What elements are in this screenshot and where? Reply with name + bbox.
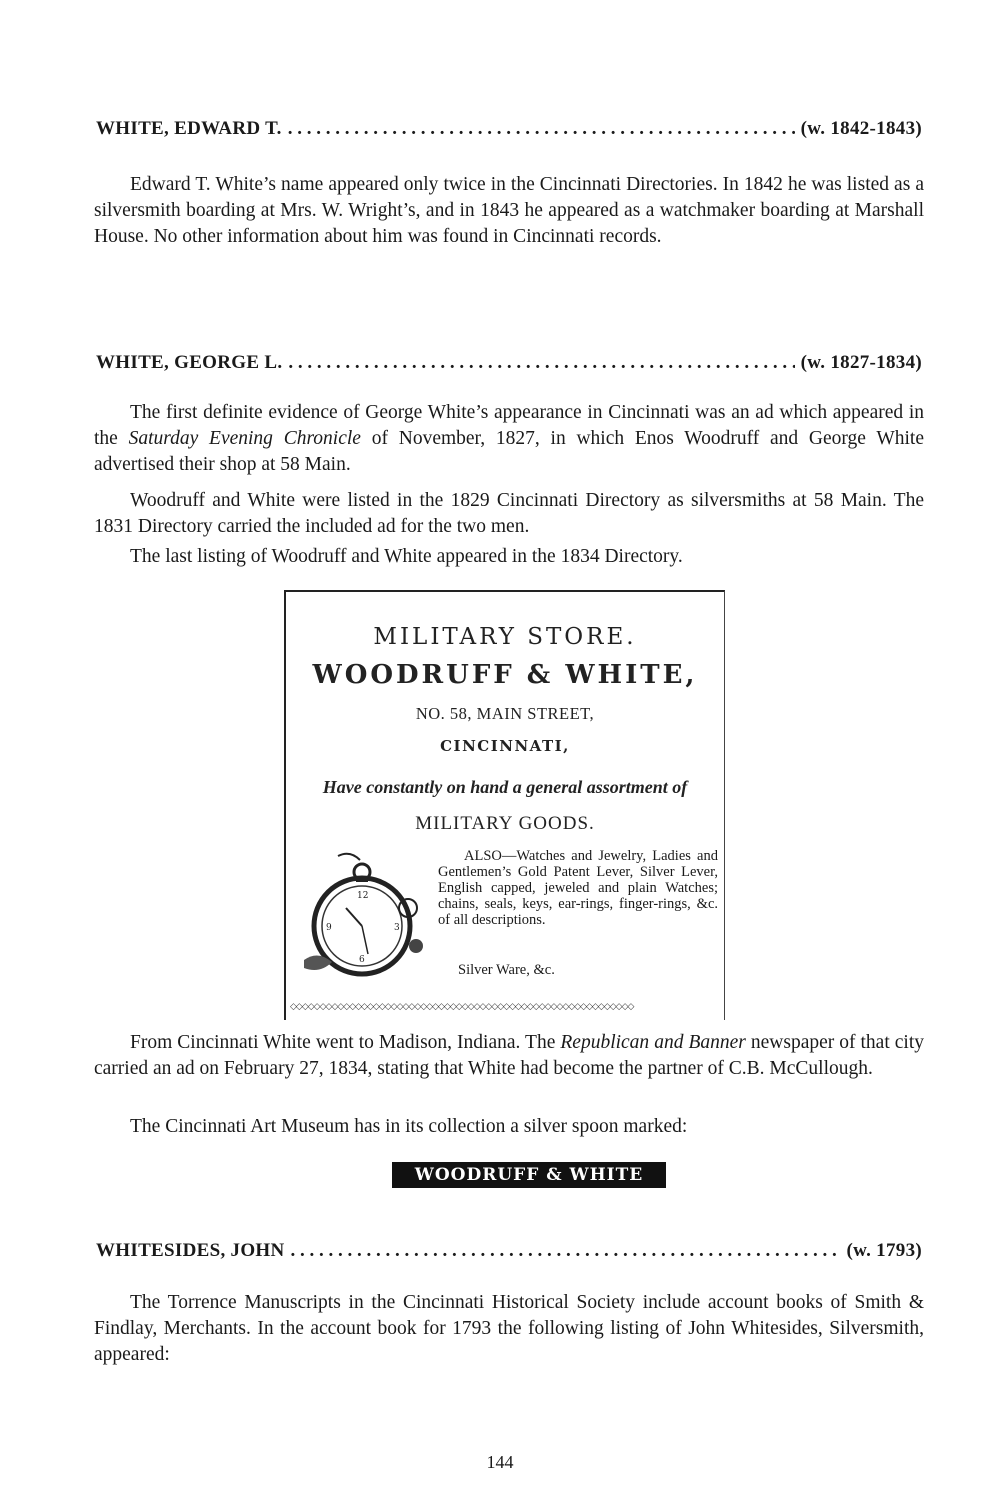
leader-dots <box>288 118 795 140</box>
entry-dates: (w. 1793) <box>846 1240 922 1261</box>
svg-text:3: 3 <box>394 923 400 933</box>
entry-paragraph <box>94 400 924 478</box>
entry-name: WHITE, EDWARD T. <box>96 118 282 139</box>
pocket-watch-icon <box>298 850 438 985</box>
ad-description: ALSO—Watches and Jewelry, Ladies and Gentlemen’s Gold Patent Lever, Silver Lever, English capped, jeweled and plain Watches; chains, seals, keys, ear-rings, finger-rings, &c. of all descriptions. <box>438 848 718 928</box>
entry-paragraph: Woodruff and White were listed in the 1829 Cincinnati Directory as silversmiths at 58 Main. The 1831 Directory carried the included ad for the two men. <box>94 490 924 537</box>
entry-heading-whitesides-john <box>96 1240 922 1262</box>
entry-paragraph <box>94 1030 924 1082</box>
leader-dots <box>288 352 794 374</box>
entry-paragraph: The Torrence Manuscripts in the Cincinnati Historical Society include account books of Smith & Findlay, Merchants. In the account book for 1793 the following listing of John Whitesides, Silversmith, appeared: <box>94 1292 924 1365</box>
ad-tagline: Have constantly on hand a general assortment of <box>322 777 688 797</box>
ad-heading: MILITARY STORE. <box>373 624 637 650</box>
entry-heading-white-george <box>96 352 922 374</box>
publication-title: Saturday Evening Chronicle <box>128 428 361 449</box>
ad-silver-ware: Silver Ware, &c. <box>458 962 555 978</box>
ornamental-border: ◇◇◇◇◇◇◇◇◇◇◇◇◇◇◇◇◇◇◇◇◇◇◇◇◇◇◇◇◇◇◇◇◇◇◇◇◇◇◇◇◇◇◇◇◇◇◇◇◇◇◇◇◇◇◇◇◇◇ <box>290 1002 634 1012</box>
ad-city: CINCINNATI, <box>440 737 570 755</box>
text-run: From Cincinnati White went to Madison, Indiana. The <box>130 1032 561 1053</box>
entry-name: WHITE, GEORGE L. <box>96 352 283 373</box>
page-number: 144 <box>486 1452 514 1472</box>
ad-goods: MILITARY GOODS. <box>415 813 595 834</box>
text-run: The first definite evidence of George White’s appearance in Cincinnati was an ad which appeared in the <box>94 402 924 449</box>
ad-firm-name: WOODRUFF & WHITE, <box>312 660 698 690</box>
publication-title: Republican and Banner <box>560 1032 746 1053</box>
leader-dots <box>291 1240 841 1262</box>
entry-dates: (w. 1842-1843) <box>800 118 922 139</box>
advertisement-image <box>284 590 725 1020</box>
text-run: of November, 1827, in which Enos Woodruff and George White advertised their shop at 58 Main. <box>94 428 925 475</box>
svg-text:12: 12 <box>357 891 369 901</box>
text-run: newspaper of that city carried an ad on February 27, 1834, stating that White had become the partner of C.B. McCullough. <box>94 1032 924 1079</box>
ad-address: NO. 58, MAIN STREET, <box>415 704 595 723</box>
svg-text:6: 6 <box>359 955 365 965</box>
entry-heading-white-edward <box>96 118 922 140</box>
svg-text:9: 9 <box>326 923 332 933</box>
entry-paragraph: The Cincinnati Art Museum has in its collection a silver spoon marked: <box>130 1116 688 1137</box>
entry-paragraph: Edward T. White’s name appeared only twice in the Cincinnati Directories. In 1842 he was listed as a silversmith boarding at Mrs. W. Wright’s, and in 1843 he appeared as a watchmaker boarding at Marshall House. No other information about him was found in Cincinnati records. <box>94 174 924 247</box>
entry-paragraph: The last listing of Woodruff and White appeared in the 1834 Directory. <box>130 546 683 567</box>
maker-mark-image: WOODRUFF & WHITE <box>392 1162 666 1188</box>
entry-name: WHITESIDES, JOHN <box>96 1240 285 1261</box>
entry-dates: (w. 1827-1834) <box>800 352 922 373</box>
